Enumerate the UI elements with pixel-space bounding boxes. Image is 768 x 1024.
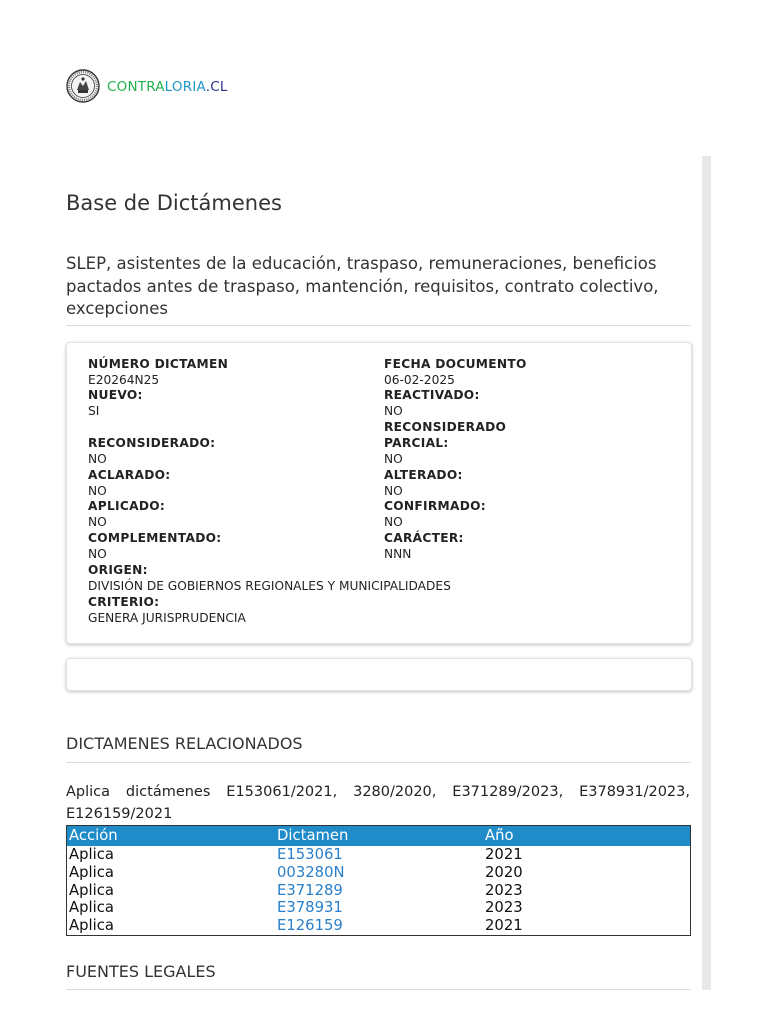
dictamen-link[interactable]: E371289 (277, 881, 343, 899)
table-row (67, 899, 691, 917)
anio-cell: 2021 (485, 846, 523, 863)
column-header-anio: Año (483, 826, 691, 847)
logo-text-part: .CL (205, 79, 228, 95)
dictamen-metadata-card (66, 342, 692, 644)
fuentes-legales-title: FUENTES LEGALES (66, 962, 216, 981)
accion-cell: Aplica (69, 917, 114, 935)
anio-cell: 2021 (485, 917, 523, 935)
aplicado-value: NO (88, 515, 107, 529)
reconsiderado-value: NO (88, 452, 107, 466)
scrollbar-track[interactable] (702, 156, 711, 990)
caracter-label: CARÁCTER: (384, 531, 464, 545)
column-header-dictamen: Dictamen (275, 826, 483, 847)
origen-value: DIVISIÓN DE GOBIERNOS REGIONALES Y MUNICIPALIDADES (88, 579, 451, 593)
numero-dictamen-label: NÚMERO DICTAMEN (88, 357, 229, 371)
logo-text (107, 79, 228, 95)
logo-text-part: CONTRA (107, 79, 165, 95)
divider (66, 325, 691, 326)
numero-dictamen-value: E20264N25 (88, 373, 160, 387)
nuevo-value: SI (88, 404, 100, 418)
dictamen-link[interactable]: E126159 (277, 917, 343, 935)
empty-panel (66, 658, 692, 691)
table-header-row (67, 826, 691, 847)
reconsiderado-parcial-label-2: PARCIAL: (384, 436, 449, 450)
reactivado-label: REACTIVADO: (384, 388, 480, 402)
table-row (67, 846, 691, 864)
confirmado-label: CONFIRMADO: (384, 499, 486, 513)
dictamen-subject: SLEP, asistentes de la educación, traspaso, remuneraciones, beneficios pactados antes de traspaso, mantención, requisitos, contrato colectivo, excepciones (66, 254, 659, 318)
dictamen-link[interactable]: E378931 (277, 899, 343, 917)
criterio-value: GENERA JURISPRUDENCIA (88, 611, 246, 625)
alterado-value: NO (384, 484, 403, 498)
aplica-text: Aplica dictámenes E153061/2021, 3280/2020, E371289/2023, E378931/2023, E126159/2021 (66, 784, 690, 822)
anio-cell: 2023 (485, 881, 523, 899)
page-title: Base de Dictámenes (66, 191, 282, 215)
complementado-value: NO (88, 547, 107, 561)
confirmado-value: NO (384, 515, 403, 529)
dictamen-cell (275, 882, 483, 900)
divider (66, 989, 691, 990)
dictamen-cell (275, 864, 483, 882)
anio-cell: 2020 (485, 863, 523, 881)
dictamen-cell (275, 846, 483, 864)
aclarado-label: ACLARADO: (88, 468, 171, 482)
dictamen-link[interactable]: 003280N (277, 863, 345, 881)
accion-cell: Aplica (69, 899, 114, 917)
contraloria-seal-icon (66, 69, 100, 103)
dictamen-cell (275, 899, 483, 917)
origen-label: ORIGEN: (88, 563, 148, 577)
related-section-title: DICTAMENES RELACIONADOS (66, 734, 303, 753)
reactivado-value: NO (384, 404, 403, 418)
related-dictamenes-table (66, 825, 691, 936)
accion-cell: Aplica (69, 846, 114, 863)
dictamen-cell (275, 917, 483, 935)
reconsiderado-label: RECONSIDERADO: (88, 436, 216, 450)
caracter-value: NNN (384, 547, 412, 561)
aplicado-label: APLICADO: (88, 499, 166, 513)
anio-cell: 2023 (485, 899, 523, 917)
fecha-documento-value: 06-02-2025 (384, 373, 455, 387)
table-row (67, 864, 691, 882)
accion-cell: Aplica (69, 881, 114, 899)
dictamen-link[interactable]: E153061 (277, 846, 343, 863)
criterio-label: CRITERIO: (88, 595, 160, 609)
nuevo-label: NUEVO: (88, 388, 143, 402)
reconsiderado-parcial-value: NO (384, 452, 403, 466)
divider (66, 762, 691, 763)
complementado-label: COMPLEMENTADO: (88, 531, 222, 545)
column-header-accion: Acción (67, 826, 276, 847)
site-logo[interactable] (66, 70, 228, 102)
aclarado-value: NO (88, 484, 107, 498)
alterado-label: ALTERADO: (384, 468, 463, 482)
table-row (67, 917, 691, 935)
logo-text-part: LORIA (164, 79, 206, 95)
fecha-documento-label: FECHA DOCUMENTO (384, 357, 527, 371)
reconsiderado-parcial-label: RECONSIDERADO (384, 420, 507, 434)
accion-cell: Aplica (69, 863, 114, 881)
table-row (67, 882, 691, 900)
